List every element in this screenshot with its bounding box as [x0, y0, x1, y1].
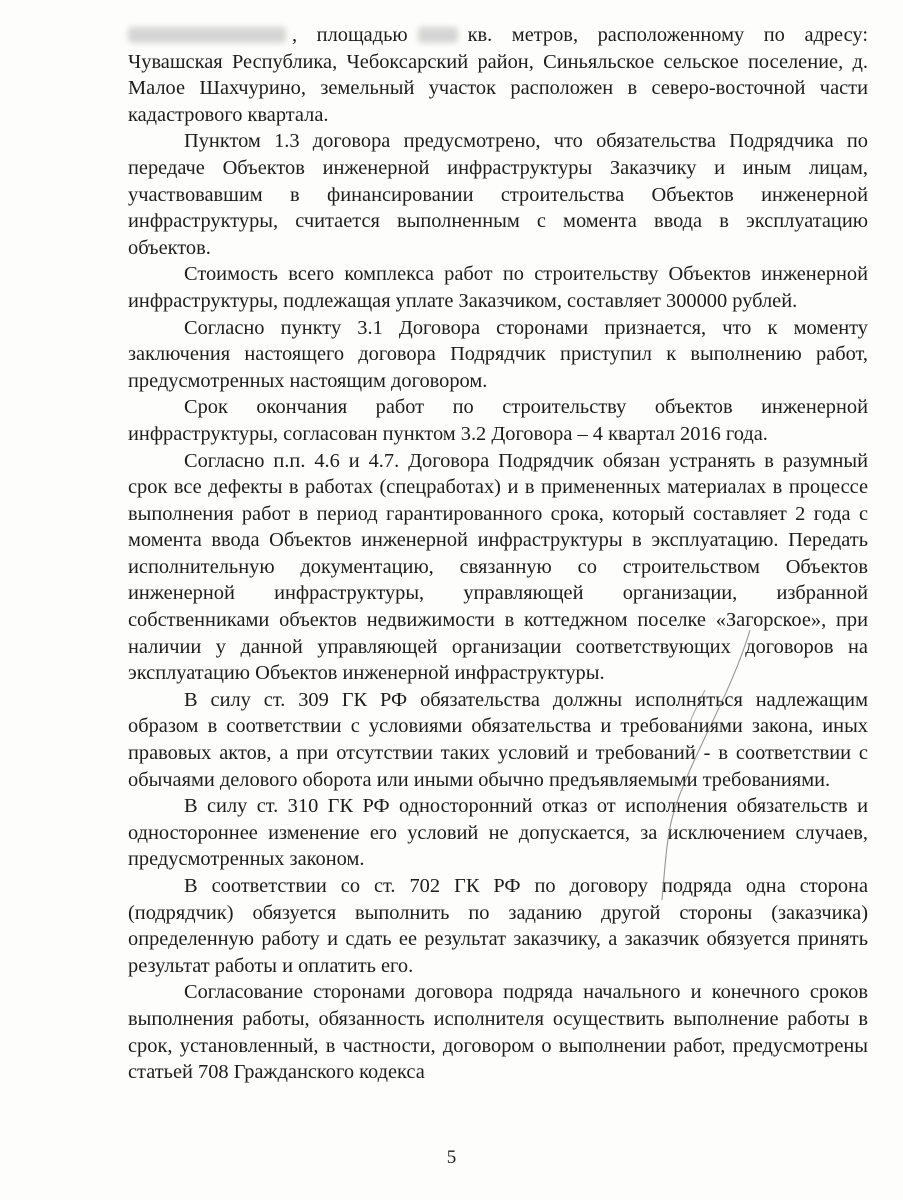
paragraph-10: Согласование сторонами договора подряда начального и конечного сроков выполнения работы, обязанность исполнителя осуществить выполнение работы в срок, установленный, в частности, договором о выполнении работ, предусмотрены статьей 708 Гражданского кодекса: [128, 981, 868, 1084]
paragraph-2: Пунктом 1.3 договора предусмотрено, что обязательства Подрядчика по передаче Объектов инженерной инфраструктуры Заказчику и иным лицам, участвовавшим в финансировании строительства Объектов инженерной инфраструктуры, считается выполненным с момента ввода в эксплуатацию объектов.: [128, 130, 868, 259]
document-body: [128, 22, 868, 1086]
paragraph-4: Согласно пункту 3.1 Договора сторонами признается, что к моменту заключения настоящего договора Подрядчик приступил к выполнению работ, предусмотренных настоящим договором.: [128, 316, 868, 392]
redacted-area-value: [418, 27, 458, 43]
paragraph-5: Срок окончания работ по строительству объектов инженерной инфраструктуры, согласован пунктом 3.2 Договора – 4 квартал 2016 года.: [128, 396, 868, 445]
redacted-text: [128, 27, 286, 43]
paragraph-9: В соответствии со ст. 702 ГК РФ по договору подряда одна сторона (подрядчик) обязуется выполнить по заданию другой стороны (заказчика) определенную работу и сдать ее результат заказчику, а заказчик обязуется принять результат работы и оплатить его.: [128, 875, 868, 977]
paragraph-1: , площадью кв. метров, расположенному по адресу: Чувашская Республика, Чебоксарский район, Синьяльское сельское поселение, д. Малое Шахчурино, земельный участок расположен в северо-восточной части кадастрового квартала.: [128, 24, 868, 126]
paragraph-3: Стоимость всего комплекса работ по строительству Объектов инженерной инфраструктуры, подлежащая уплате Заказчиком, составляет 300000 рублей.: [128, 263, 868, 312]
paragraph-6: Согласно п.п. 4.6 и 4.7. Договора Подрядчик обязан устранять в разумный срок все дефекты в работах (спецработах) и в примененных материалах в процессе выполнения работ в период гарантированного срока, который составляет 2 года с момента ввода Объектов инженерной инфраструктуры в эксплуатацию. Передать исполнительную документацию, связанную со строительством Объектов инженерной инфраструктуры, управляющей организации, избранной собственниками объектов недвижимости в коттеджном поселке «Загорское», при наличии у данной управляющей организации соответствующих договоров на эксплуатацию Объектов инженерной инфраструктуры.: [128, 449, 868, 685]
paragraph-8: В силу ст. 310 ГК РФ односторонний отказ от исполнения обязательств и одностороннее изменение его условий не допускается, за исключением случаев, предусмотренных законом.: [128, 795, 868, 871]
paragraph-7: В силу ст. 309 ГК РФ обязательства должны исполняться надлежащим образом в соответствии с условиями обязательства и требованиями закона, иных правовых актов, а при отсутствии таких условий и требований - в соответствии с обычаями делового оборота или иными обычно предъявляемыми требованиями.: [128, 688, 868, 791]
page-number: 5: [446, 1147, 457, 1168]
